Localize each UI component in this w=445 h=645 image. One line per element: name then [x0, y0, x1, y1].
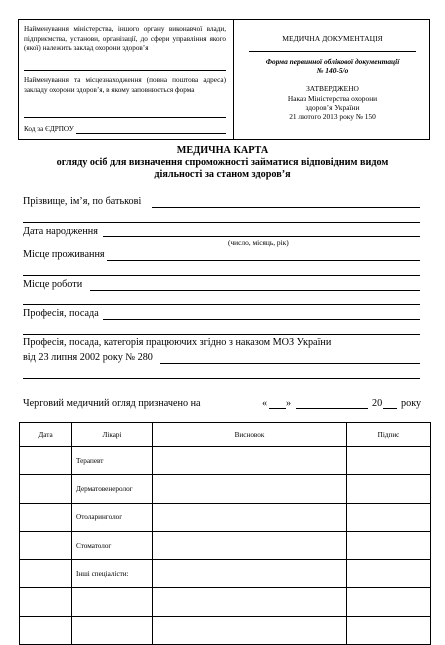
- exam-day-field[interactable]: [269, 408, 286, 409]
- exam-year-field[interactable]: [383, 408, 397, 409]
- doctor-cell: Стоматолог: [72, 531, 153, 559]
- doctor-cell[interactable]: [72, 588, 153, 616]
- profession-category-field-2[interactable]: [23, 378, 420, 379]
- date-cell[interactable]: [20, 503, 72, 531]
- residence-field-2[interactable]: [23, 275, 420, 276]
- table-row: [20, 588, 431, 616]
- profession-category-field[interactable]: [160, 363, 420, 364]
- table-row: [20, 531, 431, 559]
- table-row: [20, 475, 431, 503]
- date-cell[interactable]: [20, 616, 72, 644]
- birth-field[interactable]: [103, 236, 420, 237]
- birth-label: Дата народження: [23, 226, 98, 237]
- profession-label: Професія, посада: [23, 308, 99, 319]
- work-label: Місце роботи: [23, 279, 83, 290]
- order-line-2: здоров’я України: [305, 103, 360, 112]
- conclusion-cell[interactable]: [153, 588, 347, 616]
- ministry-line: [24, 70, 226, 71]
- signature-cell[interactable]: [347, 588, 431, 616]
- doctor-cell: Дерматовенеролог: [72, 475, 153, 503]
- doctor-cell: Інші спеціалісти:: [72, 560, 153, 588]
- quote-open: «: [262, 398, 268, 409]
- doctor-cell: Отоларинголог: [72, 503, 153, 531]
- card-subtitle-2: діяльності за станом здоров’я: [154, 169, 291, 180]
- edrpou-label: Код за ЄДРПОУ: [24, 125, 74, 133]
- conclusion-cell[interactable]: [153, 503, 347, 531]
- next-exam-label: Черговий медичний огляд призначено на: [23, 398, 201, 409]
- signature-cell[interactable]: [347, 447, 431, 475]
- name-label: Прізвище, ім’я, по батькові: [23, 196, 142, 207]
- year-prefix: 20: [372, 398, 383, 409]
- table-row: [20, 616, 431, 644]
- doctor-cell[interactable]: [72, 616, 153, 644]
- exam-month-field[interactable]: [296, 408, 368, 409]
- form-number: № 140-5/о: [316, 66, 349, 75]
- conclusion-cell[interactable]: [153, 475, 347, 503]
- ministry-label: Найменування міністерства, іншого органу виконавчої влади, підприємства, установи, організації, до сфери управління якого (якої) належить заклад охорони здоров’я: [24, 25, 226, 53]
- date-cell[interactable]: [20, 588, 72, 616]
- residence-field[interactable]: [107, 260, 420, 261]
- order-reference-label: від 23 липня 2002 року № 280: [23, 352, 153, 363]
- approved-label: ЗАТВЕРДЖЕНО: [306, 84, 359, 93]
- col-date-header: Дата: [20, 423, 72, 447]
- date-cell[interactable]: [20, 475, 72, 503]
- conclusion-cell[interactable]: [153, 560, 347, 588]
- signature-cell[interactable]: [347, 503, 431, 531]
- residence-label: Місце проживання: [23, 249, 105, 260]
- table-header-row: [20, 423, 431, 447]
- year-suffix: року: [401, 398, 422, 409]
- med-doc-label: МЕДИЧНА ДОКУМЕНТАЦІЯ: [282, 34, 383, 43]
- signature-cell[interactable]: [347, 616, 431, 644]
- card-title: МЕДИЧНА КАРТА: [176, 145, 269, 156]
- quote-close: »: [286, 398, 292, 409]
- signature-cell[interactable]: [347, 531, 431, 559]
- doctor-cell: Терапевт: [72, 447, 153, 475]
- col-signature-header: Підпис: [347, 423, 431, 447]
- date-cell[interactable]: [20, 560, 72, 588]
- profession-field[interactable]: [103, 319, 420, 320]
- work-field[interactable]: [90, 290, 420, 291]
- facility-line: [24, 117, 226, 118]
- form-type: Форма первинної облікової документації: [265, 57, 400, 66]
- table-row: [20, 503, 431, 531]
- birth-hint: (число, місяць, рік): [228, 238, 289, 247]
- col-conclusion-header: Висновок: [153, 423, 347, 447]
- conclusion-cell[interactable]: [153, 531, 347, 559]
- name-field-2[interactable]: [23, 222, 420, 223]
- signature-cell[interactable]: [347, 560, 431, 588]
- order-line-1: Наказ Міністерства охорони: [287, 94, 378, 103]
- med-doc-line: [249, 51, 416, 52]
- table-row: [20, 560, 431, 588]
- facility-label: Найменування та місцезнаходження (повна поштова адреса) закладу охорони здоров’я, в якому заповнюється форма: [24, 76, 226, 94]
- date-cell[interactable]: [20, 447, 72, 475]
- profession-category-label: Професія, посада, категорія працюючих згідно з наказом МОЗ України: [23, 337, 332, 348]
- exam-table: [19, 422, 431, 645]
- signature-cell[interactable]: [347, 475, 431, 503]
- name-field[interactable]: [152, 207, 420, 208]
- profession-field-2[interactable]: [23, 334, 420, 335]
- card-subtitle-1: огляду осіб для визначення спроможності займатися відповідним видом: [56, 157, 389, 168]
- col-doctors-header: Лікарі: [72, 423, 153, 447]
- work-field-2[interactable]: [23, 304, 420, 305]
- order-line-3: 21 лютого 2013 року № 150: [289, 112, 376, 121]
- edrpou-line: [76, 133, 226, 134]
- conclusion-cell[interactable]: [153, 447, 347, 475]
- table-row: [20, 447, 431, 475]
- header-box: [18, 19, 430, 140]
- date-cell[interactable]: [20, 531, 72, 559]
- conclusion-cell[interactable]: [153, 616, 347, 644]
